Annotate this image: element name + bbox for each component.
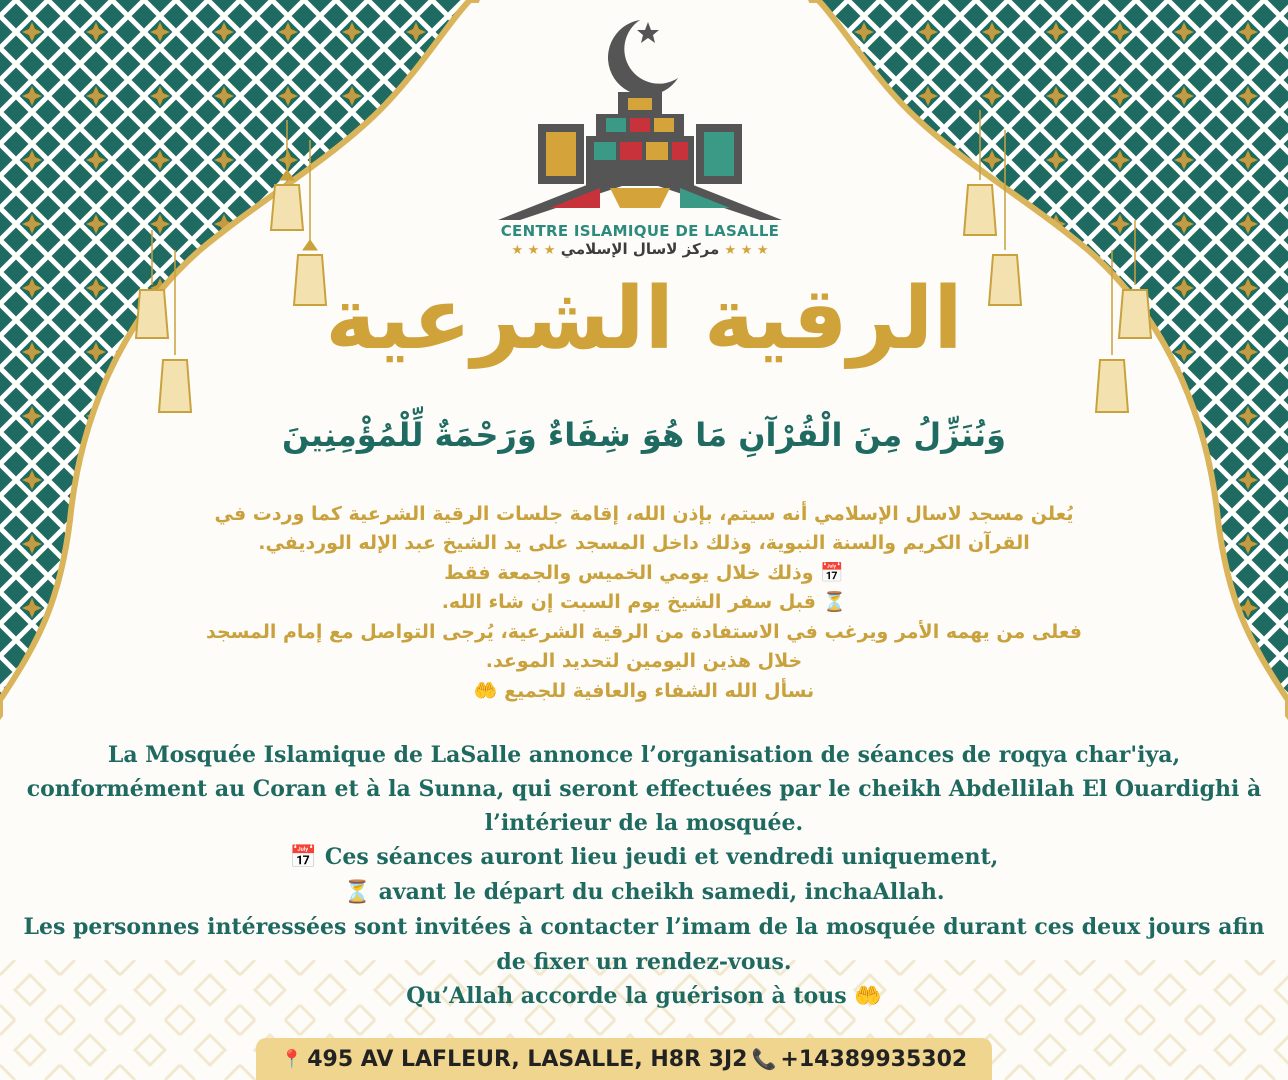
arabic-line-3: 📅 وذلك خلال يومي الخميس والجمعة فقط [444,561,844,584]
calendar-icon: 📅 [289,845,318,871]
address: 495 AV LAFLEUR, LASALLE, H8R 3J2 [307,1046,748,1072]
french-line-3: ⏳ avant le départ du cheikh samedi, inchaAllah. [343,879,945,906]
arabic-line-7: نسأل الله الشفاء والعافية للجميع 🤲 [473,679,815,702]
contact-footer [256,1038,992,1080]
phone-icon: 📞 [751,1047,777,1071]
stars-left-icon: ★ ★ ★ [511,243,556,258]
french-para-1: La Mosquée Islamique de LaSalle annonce l’organisation de séances de roqya char'iya, conformément au Coran et à la Sunna, qui seront effectuées par le cheikh Abdellilah El Ouardighi à l’intérieur de la mosquée. [26,742,1262,837]
calendar-icon: 📅 [820,561,844,584]
page-title: الرقية الشرعية [325,269,963,369]
praying-hands-icon: 🤲 [473,679,498,702]
logo-name-fr: CENTRE ISLAMIQUE DE LASALLE [500,222,780,240]
quran-verse: وَنُنَزِّلُ مِنَ الْقُرْآنِ مَا هُوَ شِفَاءٌ وَرَحْمَةٌ لِّلْمُؤْمِنِينَ [282,416,1006,454]
french-para-4: Les personnes intéressées sont invitées à contacter l’imam de la mosquée durant ces deux jours afin de fixer un rendez-vous. [23,914,1265,975]
praying-hands-icon: 🤲 [854,983,882,1009]
location-pin-icon: 📍 [280,1048,304,1070]
arabic-line-2: القرآن الكريم والسنة النبوية، وذلك داخل المسجد على يد الشيخ عبد الإله الورديفي. [258,532,1030,555]
logo-name-ar [490,240,790,258]
arabic-line-1: يُعلن مسجد لاسال الإسلامي أنه سيتم، بإذن الله، إقامة جلسات الرقية الشرعية كما وردت في [214,503,1074,525]
hourglass-icon: ⏳ [822,591,847,614]
stars-right-icon: ★ ★ ★ [724,243,769,258]
arabic-line-4: ⏳ قبل سفر الشيخ يوم السبت إن شاء الله. [441,591,847,614]
french-line-5: Qu’Allah accorde la guérison à tous 🤲 [406,982,882,1009]
arabic-line-6: خلال هذين اليومين لتحديد الموعد. [485,650,803,673]
arabic-announcement [150,500,1138,706]
french-announcement [20,738,1268,1014]
french-line-2: 📅 Ces séances auront lieu jeudi et vendredi uniquement, [289,844,999,871]
arabic-line-5: فعلى من يهمه الأمر ويرغب في الاستفادة من الرقية الشرعية، يُرجى التواصل مع إمام المسجد [206,620,1082,643]
hourglass-icon: ⏳ [343,880,371,906]
phone-number[interactable]: +14389935302 [780,1046,968,1072]
logo-name-ar-text: مركز لاسال الإسلامي [560,240,720,258]
